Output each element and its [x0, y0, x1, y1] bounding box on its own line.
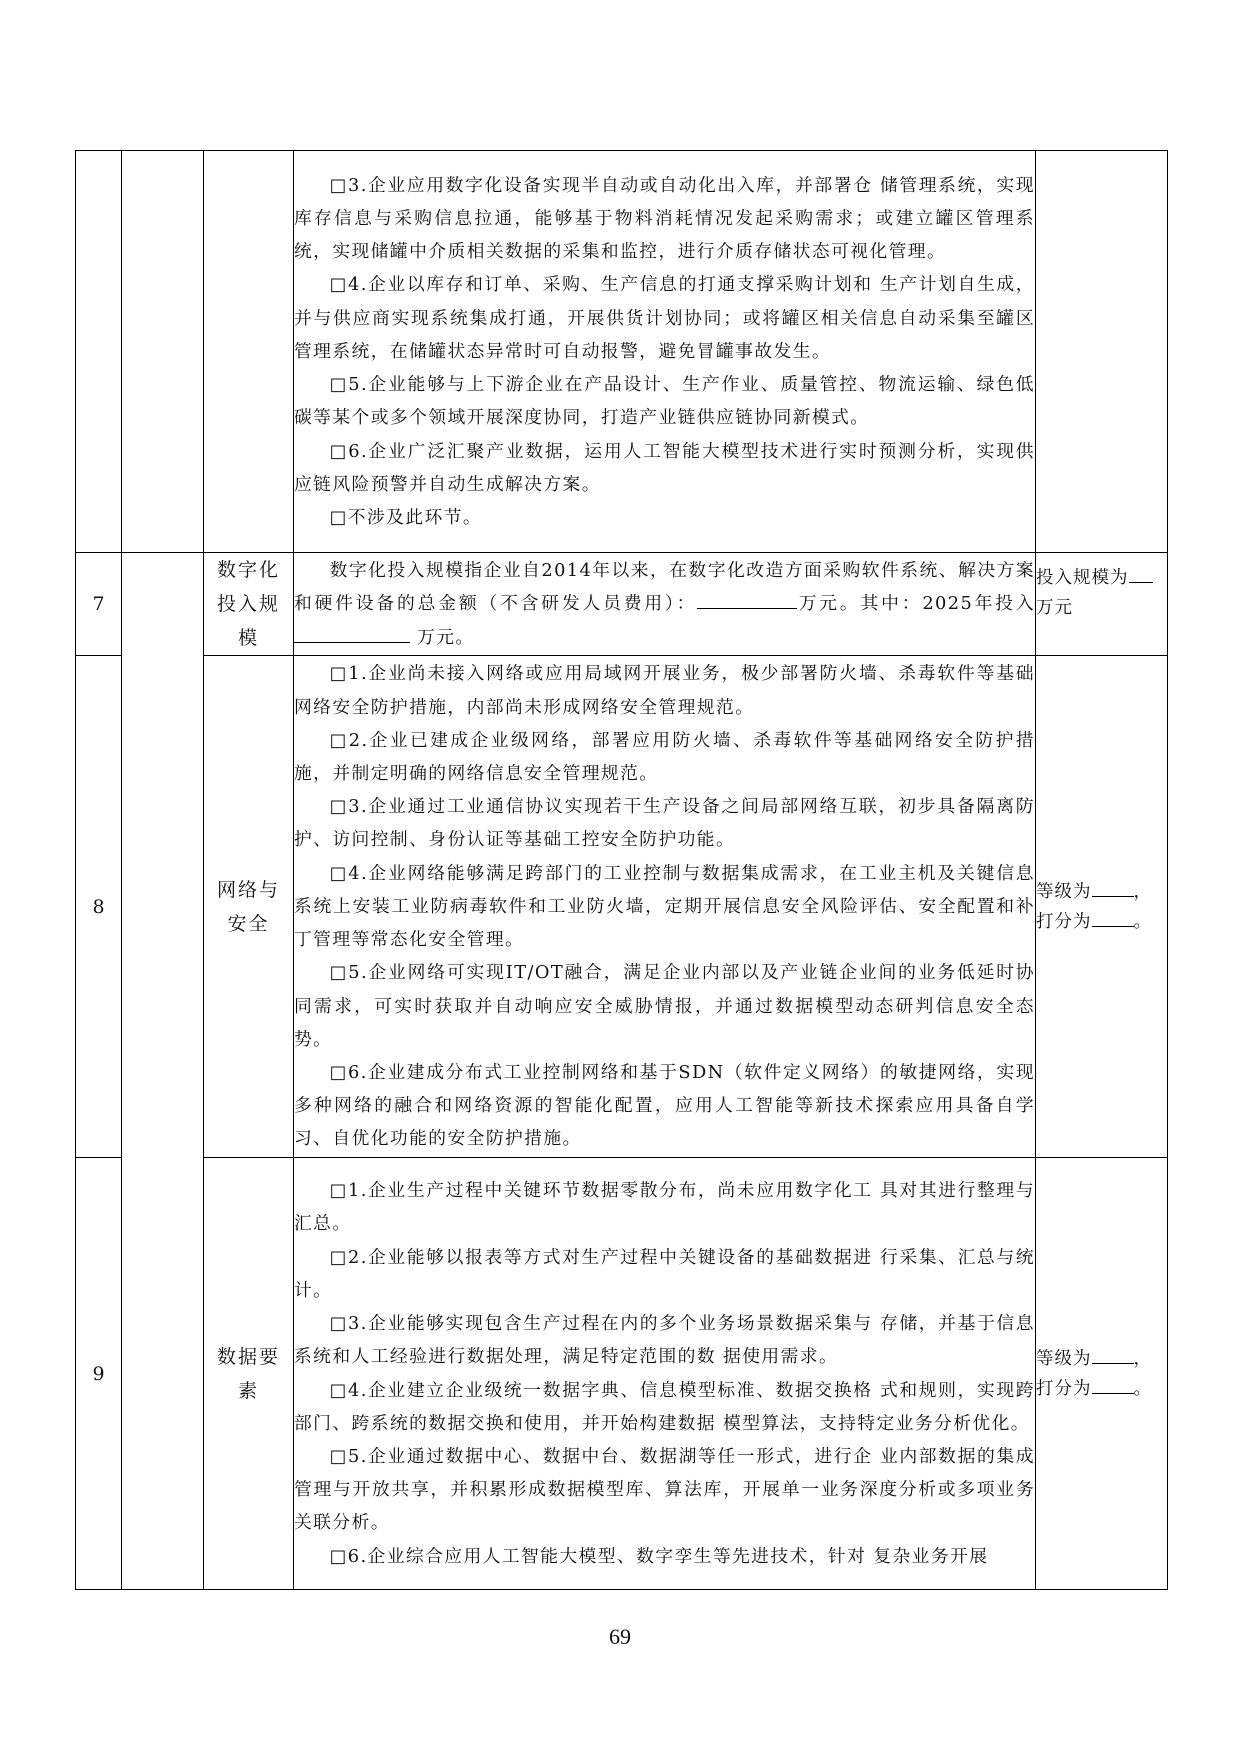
score-label: 等级为 — [1036, 881, 1092, 902]
option-item: □4.企业以库存和订单、采购、生产信息的打通支撑采购计划和 生产计划自生成，并与供应商实现系统集成打通，开展供货计划协同；或将罐区相关信息自动采集至罐区管理系统，在储罐状态异常时可自动报警，避免冒罐事故发生。 — [294, 274, 1035, 362]
subcategory-cell — [204, 151, 294, 553]
option-item[interactable]: □6.企业建成分布式工业控制网络和基于SDN（软件定义网络）的敏捷网络，实现多种网络的融合和网络资源的智能化配置，应用人工智能等新技术探索应用具备自学习、自优化功能的安全防护措施。 — [294, 1061, 1035, 1150]
description-cell — [294, 151, 1036, 553]
option-item: □3.企业应用数字化设备实现半自动或自动化出入库，并部署仓 储管理系统，实现库存信息与采购信息拉通，能够基于物料消耗情况发起采购需求；或建立罐区管理系统，实现储罐中介质相关数据的采集和监控，进行介质存储状态可视化管理。 — [294, 174, 1035, 263]
table-row-9 — [76, 1158, 1168, 1590]
row-number: 8 — [76, 656, 122, 1158]
option-item[interactable]: □4.企业建立企业级统一数据字典、信息模型标准、数据交换格 式和规则，实现跨部门、跨系统的数据交换和使用，并开始构建数据 模型算法，支持特定业务分析优化。 — [294, 1379, 1035, 1434]
score-cell — [1036, 1158, 1168, 1590]
row-number: 7 — [76, 553, 122, 656]
investment-description — [294, 554, 1035, 654]
option-item[interactable]: □4.企业网络能够满足跨部门的工业控制与数据集成需求，在工业主机及关键信息系统上安装工业防病毒软件和工业防火墙，定期开展信息安全风险评估、安全配置和补丁管理等常态化安全管理。 — [294, 862, 1035, 951]
desc-text: 万元。 — [410, 626, 475, 648]
score-sep: ， — [1133, 881, 1152, 902]
category-support-cell — [122, 553, 204, 1590]
option-item[interactable]: □2.企业已建成企业级网络，部署应用防火墙、杀毒软件等基础网络安全防护措施，并制定明确的网络信息安全管理规范。 — [294, 729, 1035, 785]
option-item[interactable]: □3.企业通过工业通信协议实现若干生产设备之间局部网络互联，初步具备隔离防护、访问控制、身份认证等基础工控安全防护功能。 — [294, 796, 1035, 851]
option-item[interactable]: □3.企业能够实现包含生产过程在内的多个业务场景数据采集与 存储，并基于信息系统和人工经验进行数据处理，满足特定范围的数 据使用需求。 — [294, 1313, 1035, 1368]
option-item[interactable]: □5.企业通过数据中心、数据中台、数据湖等任一形式，进行企 业内部数据的集成管理与开放共享，并积累形成数据模型库、算法库，开展单一业务深度分析或多项业务关联分析。 — [294, 1445, 1035, 1534]
score-label: 打分为 — [1036, 911, 1092, 932]
investment-scale-blank[interactable] — [1129, 565, 1153, 584]
score-label: 投入规模为 — [1036, 568, 1129, 588]
option-item[interactable]: □1.企业生产过程中关键环节数据零散分布，尚未应用数字化工 具对其进行整理与汇总。 — [294, 1180, 1035, 1235]
score-sep: 。 — [1133, 911, 1152, 932]
score-label: 等级为 — [1036, 1348, 1092, 1369]
subcategory-label: 数据要素 — [216, 1345, 280, 1402]
subcategory-cell — [204, 1158, 294, 1590]
option-item: □6.企业广泛汇聚产业数据，运用人工智能大模型技术进行实时预测分析，实现供应链风险预警并自动生成解决方案。 — [294, 440, 1035, 495]
subcategory-cell — [204, 553, 294, 656]
option-item: □5.企业能够与上下游企业在产品设计、生产作业、质量管控、物流运输、绿色低碳等某个或多个领域开展深度协同，打造产业链供应链协同新模式。 — [294, 374, 1035, 429]
description-cell — [294, 553, 1036, 656]
subcategory-label: 数字化投入规模 — [216, 559, 280, 649]
table-row-7 — [76, 553, 1168, 656]
row-number-cell — [76, 151, 122, 553]
investment-2025-blank[interactable] — [294, 624, 410, 643]
option-item[interactable]: □6.企业综合应用人工智能大模型、数字孪生等先进技术，针对 复杂业务开展 — [329, 1545, 989, 1567]
desc-text: 万元。其中：2025年投入 — [797, 593, 1036, 615]
category-cell — [122, 151, 204, 553]
option-item[interactable]: □2.企业能够以报表等方式对生产过程中关键设备的基础数据进 行采集、汇总与统计。 — [294, 1246, 1035, 1301]
option-item: □不涉及此环节。 — [329, 506, 483, 528]
score-sep: ， — [1133, 1348, 1152, 1369]
page-number: 69 — [609, 1624, 631, 1649]
score-cell — [1036, 656, 1168, 1158]
subcategory-cell — [204, 656, 294, 1158]
level-blank[interactable] — [1092, 878, 1134, 897]
row-number: 9 — [76, 1158, 122, 1590]
points-blank[interactable] — [1092, 908, 1134, 927]
option-item[interactable]: □1.企业尚未接入网络或应用局域网开展业务，极少部署防火墙、杀毒软件等基础网络安全防护措施，内部尚未形成网络安全管理规范。 — [294, 663, 1035, 718]
total-investment-blank[interactable] — [697, 591, 797, 610]
score-sep: 。 — [1133, 1378, 1152, 1399]
table-row-8 — [76, 656, 1168, 1158]
evaluation-table — [75, 150, 1168, 1590]
score-cell — [1036, 151, 1168, 553]
desc-text: 数字化投入规模指企业自2014年以来，在数字化改造方面采购软件系统、解决方案和硬件设备的总金额（不含研发人员费用）： — [294, 560, 1035, 615]
subcategory-label: 网络与安全 — [216, 878, 280, 935]
table-row-6-continued — [76, 151, 1168, 553]
level-blank[interactable] — [1092, 1345, 1134, 1364]
score-cell — [1036, 553, 1168, 656]
option-item[interactable]: □5.企业网络可实现IT/OT融合，满足企业内部以及产业链企业间的业务低延时协同需求，可实时获取并自动响应安全威胁情报，并通过数据模型动态研判信息安全态势。 — [294, 962, 1035, 1050]
description-cell — [294, 656, 1036, 1158]
description-cell — [294, 1158, 1036, 1590]
points-blank[interactable] — [1092, 1375, 1134, 1394]
score-label: 打分为 — [1036, 1378, 1092, 1399]
score-unit: 万元 — [1036, 598, 1073, 618]
